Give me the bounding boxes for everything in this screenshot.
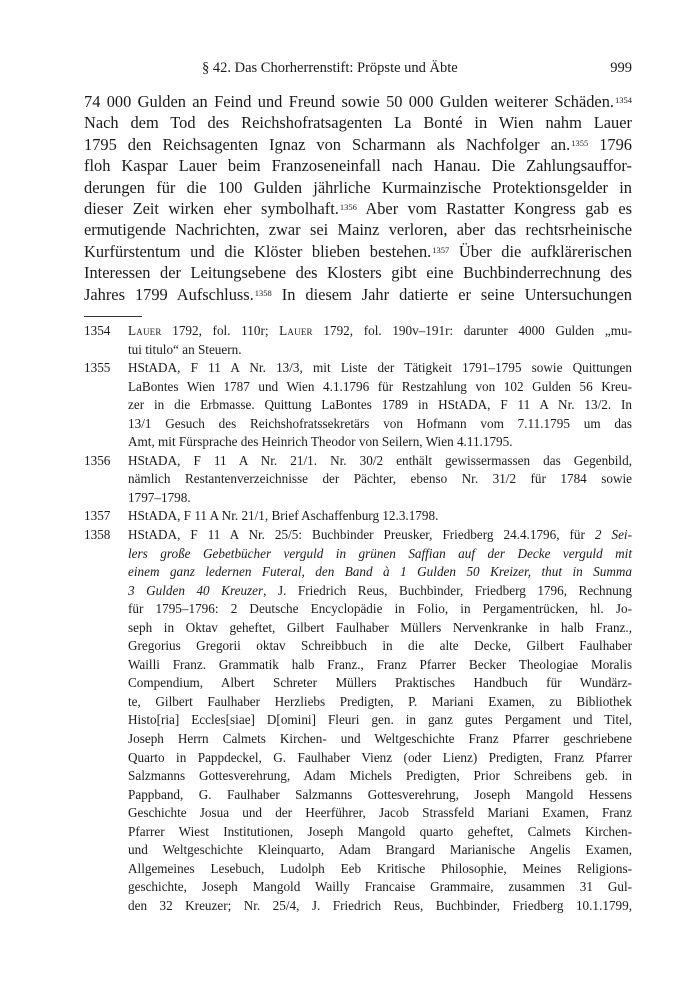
footnote-line	[128, 619, 632, 638]
body-line-text: 1795 den Reichsagenten Ignaz von Scharmann als Nachfolger an.	[84, 134, 571, 154]
body-line-text: derungen für die 100 Gulden jährliche Kurmainzische Protektionsgelder in	[84, 177, 632, 197]
footnote-line	[128, 841, 632, 860]
footnote-line	[128, 804, 632, 823]
footnote-text: und Weltgeschichte Kleinquarto, Adam Brangard Marianische Angelis Examen,	[128, 842, 632, 858]
footnote-line	[128, 341, 632, 360]
footnote-text: HStADA, F 11 A Nr. 21/1. Nr. 30/2 enthält gewissermassen das Gegenbild,	[128, 452, 632, 468]
footnote-line	[128, 730, 632, 749]
body-line-text: dieser Zeit wirken eher symbolhaft.	[84, 199, 339, 219]
body-line	[84, 241, 632, 262]
author-name: Lauer	[128, 323, 162, 338]
footnote-text: Geschichte Josua und der Heerführer, Jacob Strassfeld Mariani Examen, Franz	[128, 805, 632, 821]
footnote-reference[interactable]: 1357	[432, 244, 450, 255]
body-line	[84, 262, 632, 283]
main-text	[84, 91, 632, 305]
footnote-number: 1358	[84, 527, 111, 543]
footnote-text: Joseph Herrn Calmets Kirchen- und Weltgeschichte Franz Pfarrer geschriebene	[128, 731, 632, 747]
footnote-text: HStADA, F 11 A Nr. 21/1, Brief Aschaffenburg 12.3.1798.	[128, 508, 439, 524]
footnote-text: geschichte, Joseph Mangold Wailly Francaise Grammaire, zusammen 31 Gul-	[128, 879, 632, 895]
footnote-text: zer in die Erbmasse. Quittung LaBontes 1789 in HStADA, F 11 A Nr. 13/2. In	[128, 397, 632, 413]
footnote-line	[128, 322, 632, 341]
body-line	[84, 198, 632, 219]
footnote-line	[128, 878, 632, 897]
body-line-text: floh Kaspar Lauer beim Franzoseneinfall nach Hanau. Die Zahlungsauffor-	[84, 156, 632, 176]
body-line-text: Interessen der Leitungsebene des Klosters gibt eine Buchbinderrechnung des	[84, 263, 632, 283]
footnote-line	[128, 489, 632, 508]
footnote-text: Quarto in Pappdeckel, G. Faulhaber Vienz (oder Lienz) Predigten, Franz Pfarrer	[128, 749, 632, 765]
footnote-text: 1792, fol. 190v–191r: darunter 4000 Gulden „mu-	[312, 323, 632, 338]
body-line	[84, 155, 632, 176]
footnote-line	[128, 582, 632, 601]
body-line	[84, 177, 632, 198]
footnote	[84, 359, 632, 452]
footnote-text: LaBontes Wien 1787 und Wien 4.1.1796 für Restzahlung von 102 Gulden 56 Kreu-	[128, 378, 632, 394]
footnote-text: HStADA, F 11 A Nr. 25/5: Buchbinder Preusker, Friedberg 24.4.1796, für	[128, 527, 595, 543]
footnote-reference[interactable]: 1354	[615, 95, 632, 105]
footnote-number: 1356	[84, 452, 111, 468]
body-line	[84, 284, 632, 305]
running-header	[84, 60, 632, 80]
author-name: Lauer	[279, 323, 313, 338]
running-title: § 42. Das Chorherrenstift: Pröpste und Äbte	[202, 60, 458, 76]
body-line-text: 74 000 Gulden an Feind und Freund sowie 50 000 Gulden weiterer Schäden.	[84, 92, 614, 111]
quoted-text: einem ganz ledernen Futeral, den Band à 1 Gulden 50 Kreizer, thut in Summa	[128, 564, 632, 580]
footnote-line	[128, 507, 632, 526]
footnote-separator	[84, 316, 142, 317]
body-line-text: Nach dem Tod des Reichshofratsagenten La Bonté in Wien nahm Lauer	[84, 113, 632, 133]
footnote-text: Compendium, Albert Schreter Müllers Praktisches Handbuch für Wundärz-	[128, 675, 632, 691]
footnote-line	[128, 786, 632, 805]
body-line-text: Aber vom Rastatter Kongress gab es	[356, 199, 632, 219]
footnote-text: den 32 Kreuzer; Nr. 25/4, J. Friedrich Reus, Buchbinder, Friedberg 10.1.1799,	[128, 897, 632, 913]
footnote-line	[128, 359, 632, 378]
footnote-line	[128, 749, 632, 768]
footnote-number: 1355	[84, 360, 111, 376]
footnote-text: , J. Friedrich Reus, Buchbinder, Friedberg 1796, Rechnung	[263, 582, 632, 598]
footnote-text: für 1795–1796: 2 Deutsche Encyclopädie in Folio, in Pergamentrücken, hl. Jo-	[128, 601, 632, 617]
footnote-line	[128, 378, 632, 397]
body-line-text: 1796	[588, 134, 632, 154]
footnote-reference[interactable]: 1355	[571, 137, 589, 148]
quoted-text: 3 Gulden 40 Kreuzer	[128, 582, 264, 598]
footnote-reference[interactable]: 1358	[254, 287, 272, 298]
footnote-line	[128, 767, 632, 786]
footnote-number: 1354	[84, 323, 111, 338]
footnote-line	[128, 415, 632, 434]
footnote-line	[128, 600, 632, 619]
body-line	[84, 134, 632, 155]
footnote-text: Salzmanns Gottesverehrung, Adam Michels Predigten, Prior Schreibens geb. in	[128, 768, 632, 784]
body-line-text: ermutigende Nachrichten, zwar sei Mainz verloren, aber das rechtsrheinische	[84, 220, 632, 240]
footnote	[84, 507, 632, 526]
body-line	[84, 112, 632, 133]
footnote-text: HStADA, F 11 A Nr. 13/3, mit Liste der Tätigkeit 1791–1795 sowie Quittungen	[128, 360, 632, 376]
footnote-line	[128, 452, 632, 471]
footnote-text: Histo[ria] Eccles[siae] D[omini] Fleuri gen. in ganz gutes Pergament und Titel,	[128, 712, 632, 728]
footnote-text: Gregorius Gregorii oktav Schreibbuch in die alte Decke, Gilbert Faulhaber	[128, 638, 632, 654]
body-line-text: Kurfürstentum und die Klöster blieben bestehen.	[84, 241, 432, 261]
footnote-line	[128, 637, 632, 656]
footnote-line	[128, 711, 632, 730]
footnote-line	[128, 674, 632, 693]
footnote-text: 13/1 Gesuch des Reichshofratssekretärs von Hofmann vom 7.11.1795 um das	[128, 415, 632, 431]
quoted-text: 2 Sei-	[594, 527, 632, 543]
body-line-text: Über die aufklärerischen	[449, 241, 632, 261]
footnote-line	[128, 470, 632, 489]
footnote-text: 1797–1798.	[128, 489, 191, 505]
footnote-line	[128, 656, 632, 675]
footnote-line	[128, 860, 632, 879]
footnote-reference[interactable]: 1356	[339, 202, 357, 213]
footnote-line	[128, 823, 632, 842]
footnote-line	[128, 693, 632, 712]
footnote-line	[128, 545, 632, 564]
footnote-line	[128, 433, 632, 452]
body-line	[84, 91, 632, 112]
footnote-text: tui titulo“ an Steuern.	[128, 341, 242, 357]
footnote-text: nämlich Restantenverzeichnisse der Pächter, ebenso Nr. 31/2 für 1784 sowie	[128, 471, 632, 487]
footnote-line	[128, 897, 632, 916]
footnote	[84, 526, 632, 915]
page-number: 999	[610, 60, 632, 76]
footnote-text: Wailli Franz. Grammatik halb Franz., Franz Pfarrer Becker Theologiae Moralis	[128, 656, 632, 672]
body-line-text: In diesem Jahr datierte er seine Untersuchungen	[271, 284, 632, 304]
footnote-text: 1792, fol. 110r;	[161, 323, 280, 338]
footnote-line	[128, 526, 632, 545]
footnote-text: Allgemeines Lesebuch, Ludolph Eeb Kritische Philosophie, Meines Religions-	[128, 860, 632, 876]
footnotes-section	[84, 322, 632, 916]
footnote	[84, 322, 632, 359]
footnote-line	[128, 396, 632, 415]
footnote-text: te, Gilbert Faulhaber Herzliebs Predigten, P. Mariani Examen, zu Bibliothek	[128, 693, 632, 709]
footnote-text: Pfarrer Wiest Institutionen, Joseph Mangold quarto geheftet, Calmets Kirchen-	[128, 823, 632, 839]
body-line	[84, 219, 632, 240]
footnote-text: Amt, mit Fürsprache des Heinrich Theodor von Seilern, Wien 4.11.1795.	[128, 434, 513, 450]
footnote-line	[128, 563, 632, 582]
body-line-text: Jahres 1799 Aufschluss.	[84, 284, 254, 304]
quoted-text: lers große Gebetbücher verguld in grünen Saffian auf der Decke verguld mit	[128, 545, 632, 561]
footnote-number: 1357	[84, 508, 111, 524]
footnote-text: Pappband, G. Faulhaber Salzmanns Gottesverehrung, Joseph Mangold Hessens	[128, 786, 632, 802]
footnote	[84, 452, 632, 508]
footnote-text: seph in Oktav geheftet, Gilbert Faulhaber Müllers Nervenkranke in halb Franz.,	[128, 619, 632, 635]
